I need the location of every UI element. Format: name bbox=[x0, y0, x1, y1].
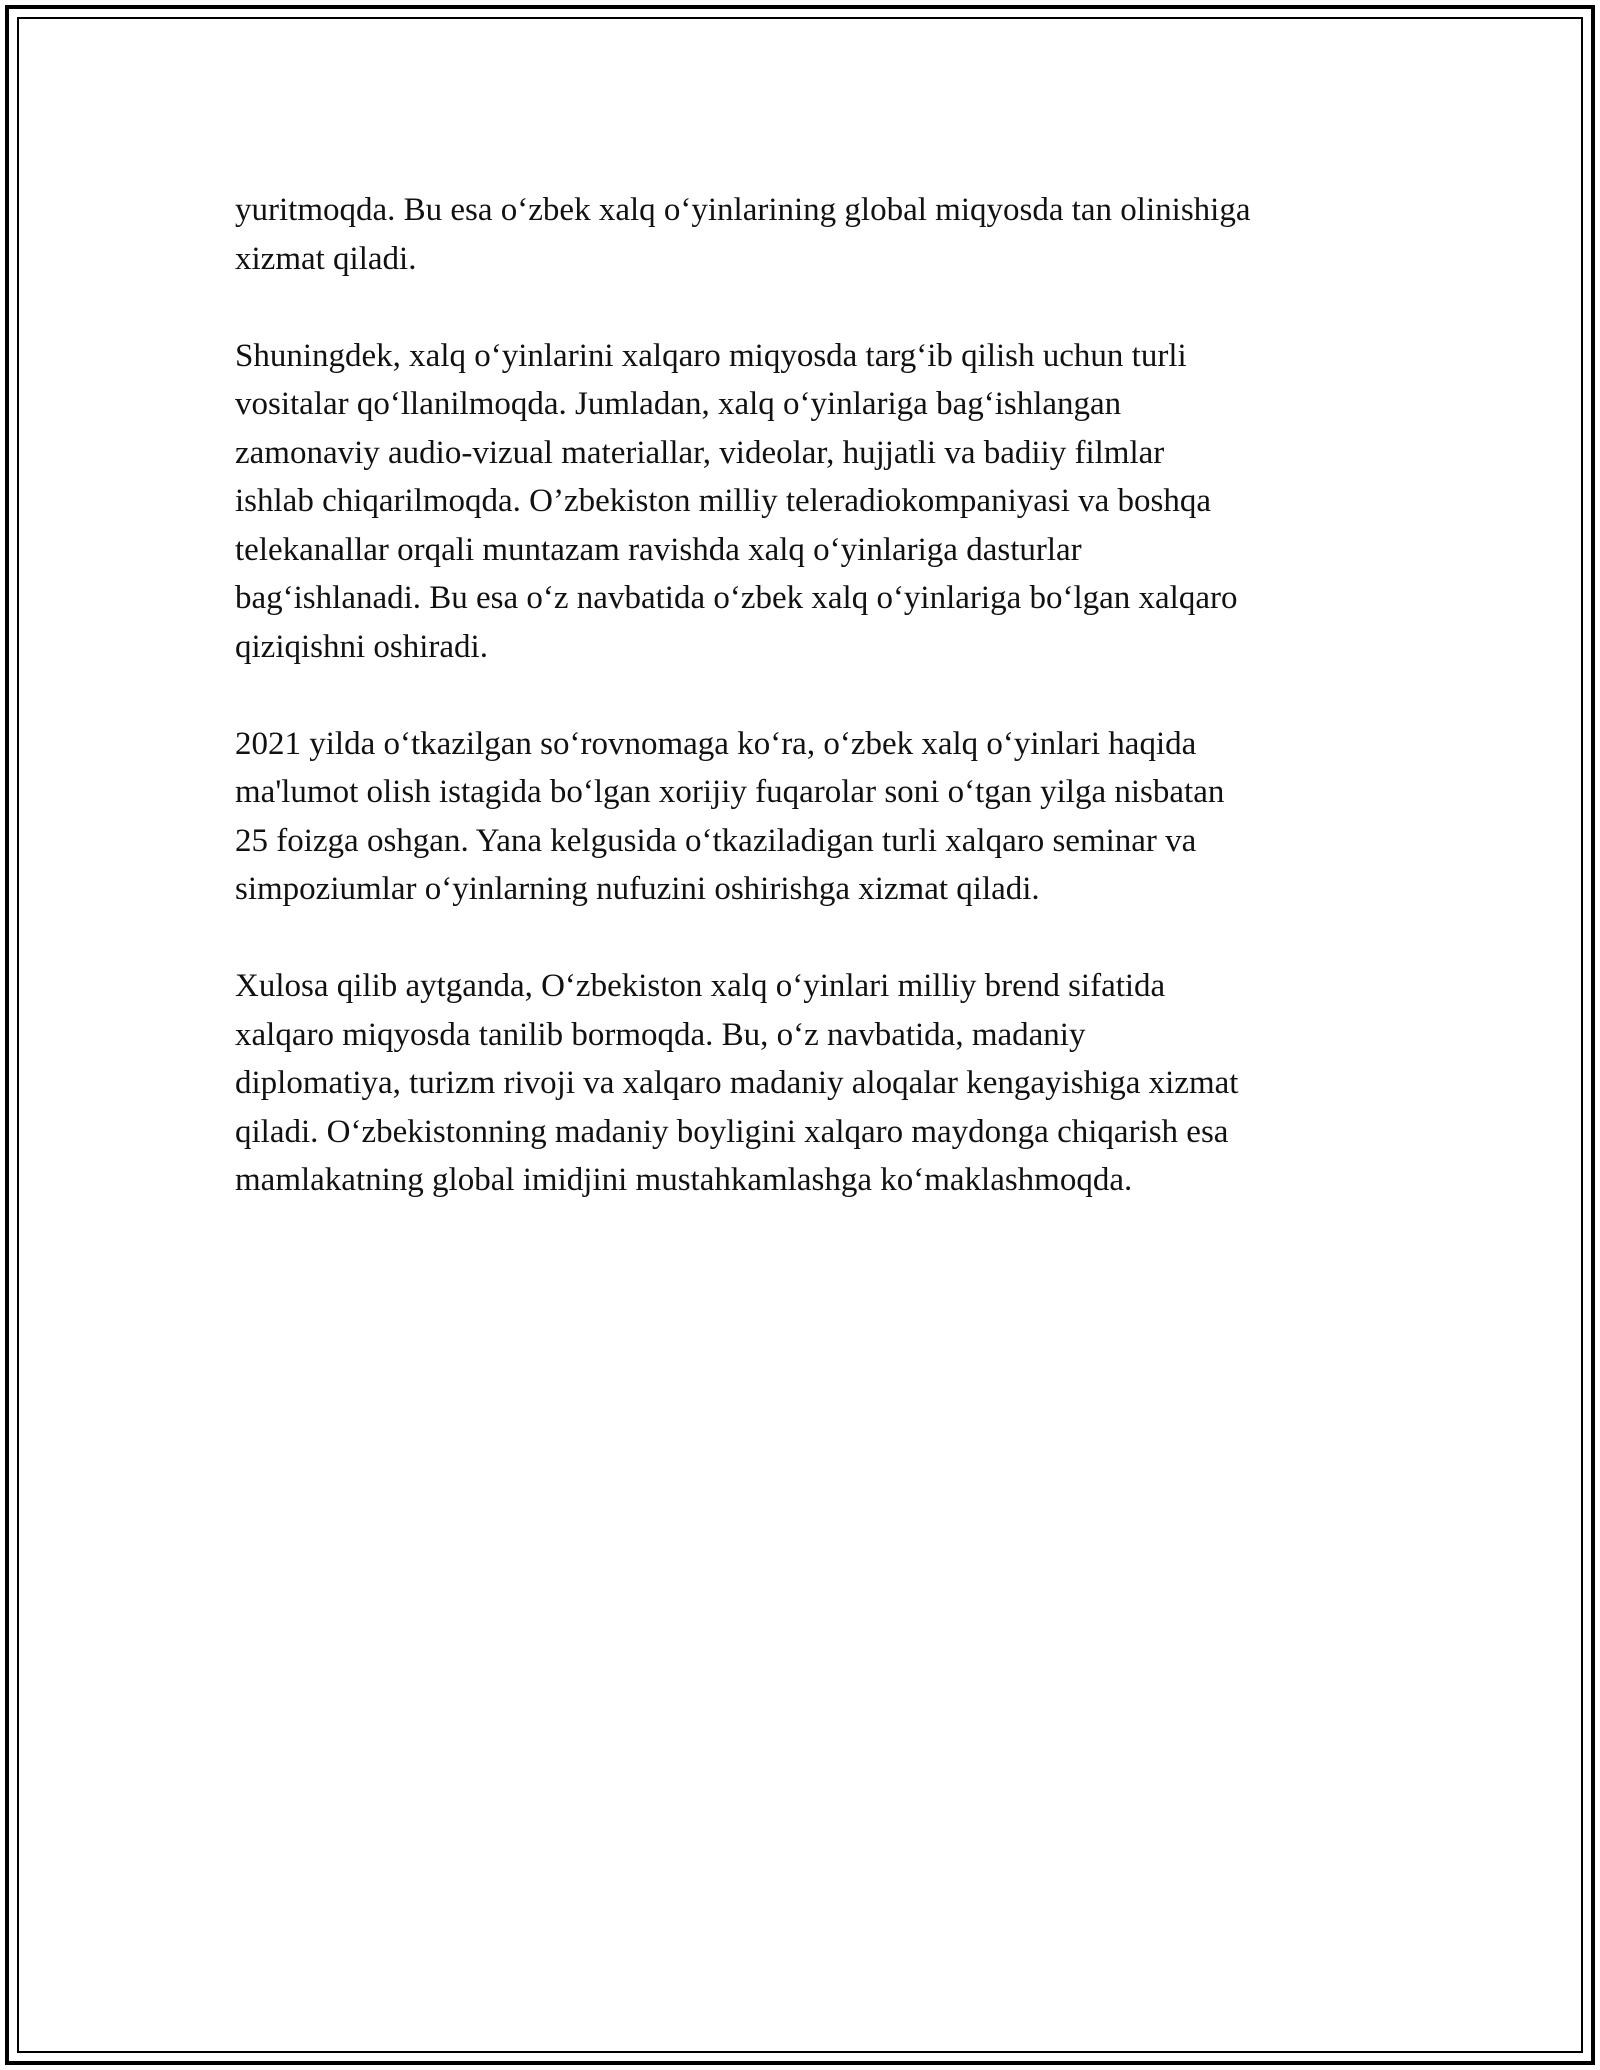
text-line: 25 foizga oshgan. Yana kelgusida oʻtkaziladigan turli xalqaro seminar va bbox=[235, 822, 1197, 859]
text-line: ma'lumot olish istagida boʻlgan xorijiy fuqarolar soni oʻtgan yilga nisbatan bbox=[235, 774, 1225, 810]
text-line: qiladi. Oʻzbekistonning madaniy boyligini xalqaro maydonga chiqarish esa bbox=[235, 1113, 1229, 1150]
text-line: telekanallar orqali muntazam ravishda xalq oʻyinlariga dasturlar bbox=[235, 531, 1082, 568]
text-line: 2021 yilda oʻtkazilgan soʻrovnomaga koʻra, oʻzbek xalq oʻyinlari haqida bbox=[235, 725, 1197, 762]
text-line: Xulosa qilib aytganda, Oʻzbekiston xalq oʻyinlari milliy brend sifatida bbox=[235, 968, 1166, 1004]
text-line: ishlab chiqarilmoqda. O’zbekiston milliy teleradiokompaniyasi va boshqa bbox=[235, 483, 1212, 519]
paragraph-1 bbox=[235, 186, 1375, 283]
text-line: bagʻishlanadi. Bu esa oʻz navbatida oʻzbek xalq oʻyinlariga boʻlgan xalqaro bbox=[235, 580, 1238, 616]
text-line: vositalar qoʻllanilmoqda. Jumladan, xalq oʻyinlariga bagʻishlangan bbox=[235, 386, 1122, 422]
text-line: mamlakatning global imidjini mustahkamlashga koʻmaklashmoqda. bbox=[235, 1162, 1133, 1198]
text-line: qiziqishni oshiradi. bbox=[235, 628, 488, 665]
paragraph-2 bbox=[235, 332, 1375, 672]
text-line: diplomatiya, turizm rivoji va xalqaro madaniy aloqalar kengayishiga xizmat bbox=[235, 1065, 1239, 1101]
text-line: Shuningdek, xalq oʻyinlarini xalqaro miqyosda targʻib qilish uchun turli bbox=[235, 337, 1187, 374]
text-line: simpoziumlar oʻyinlarning nufuzini oshirishga xizmat qiladi. bbox=[235, 871, 1040, 907]
paragraph-4 bbox=[235, 962, 1375, 1205]
paragraph-3 bbox=[235, 720, 1375, 914]
text-line: yuritmoqda. Bu esa oʻzbek xalq oʻyinlarining global miqyosda tan olinishiga bbox=[235, 192, 1251, 228]
text-line: zamonaviy audio-vizual materiallar, videolar, hujjatli va badiiy filmlar bbox=[235, 434, 1165, 471]
document-body bbox=[235, 186, 1375, 1253]
text-line: xalqaro miqyosda tanilib bormoqda. Bu, oʻz navbatida, madaniy bbox=[235, 1016, 1086, 1053]
text-line: xizmat qiladi. bbox=[235, 240, 417, 277]
